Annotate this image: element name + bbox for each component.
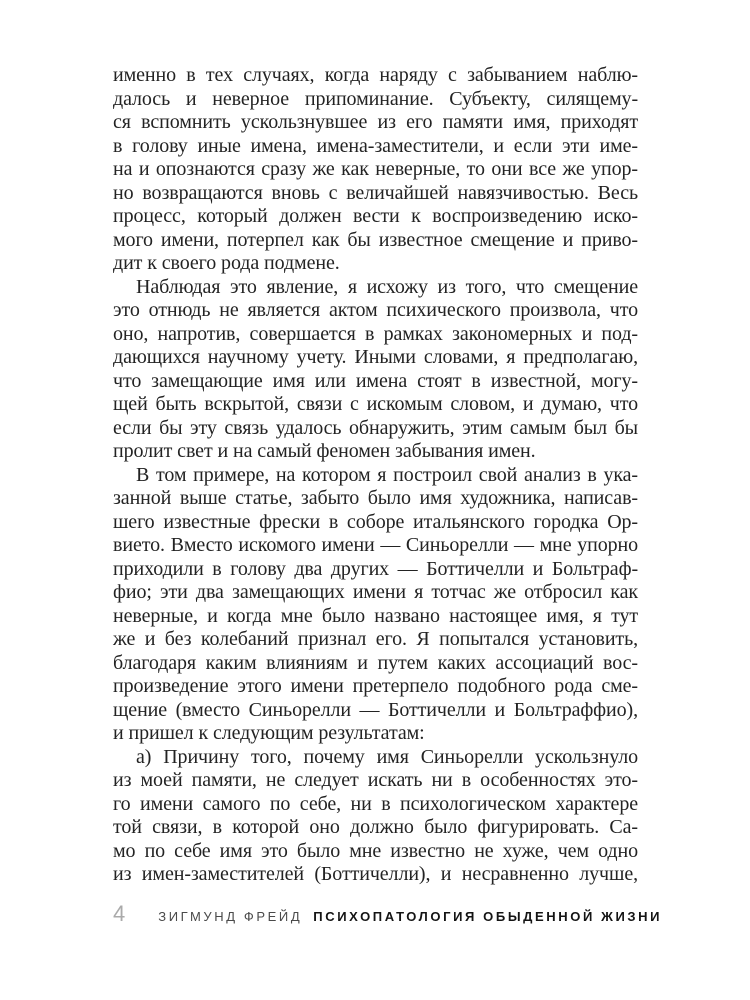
text-line: и пришел к следующим результатам: (113, 722, 425, 744)
text-line: щение (вместо Синьорелли — Боттичелли и Больтраффио), (113, 698, 638, 721)
text-line: но возвращаются вновь с величайшей навязчивостью. Весь (113, 181, 638, 204)
text-line: на и опознаются сразу же как неверные, то они все же упор- (113, 158, 638, 180)
text-line: а) Причину того, почему имя Синьорелли ускользнуло (136, 745, 638, 768)
text-line: именно в тех случаях, когда наряду с забыванием наблю- (113, 64, 638, 86)
text-line: Наблюдая это явление, я исхожу из того, что смещение (136, 275, 638, 298)
text-line: В том примере, на котором я построил свой анализ в ука- (136, 463, 638, 486)
text-line: мо по себе имя это было мне известно не хуже, чем одно (113, 839, 638, 862)
text-line: мого имени, потерпел как бы известное смещение и приво- (113, 228, 638, 251)
text-line: ся вспомнить ускользнувшее из его памяти имя, приходят (113, 111, 638, 133)
text-line: процесс, который должен вести к воспроизведению иско- (113, 205, 638, 227)
body-text (113, 64, 638, 887)
footer-book-title: ПСИХОПАТОЛОГИЯ ОБЫДЕННОЙ ЖИЗНИ (313, 909, 663, 924)
text-line: той связи, в которой оно должно было фигурировать. Са- (113, 816, 638, 838)
text-line: занной выше статье, забыто было имя художника, написав- (113, 487, 638, 509)
text-line: шего известные фрески в соборе итальянского городка Ор- (113, 510, 638, 533)
text-line: вието. Вместо искомого имени — Синьорелли — мне упорно (113, 534, 638, 556)
text-line: это отнюдь не является актом психического произвола, что (113, 299, 638, 321)
text-line: фио; эти два замещающих имени я тотчас же отбросил как (113, 581, 638, 603)
text-line: из моей памяти, не следует искать ни в особенностях это- (113, 769, 638, 791)
text-line: из имен-заместителей (Боттичелли), и несравненно лучше, (113, 863, 638, 885)
text-line: щей быть вскрытой, связи с искомым словом, и думаю, что (113, 393, 638, 415)
text-line: неверные, и когда мне было названо настоящее имя, я тут (113, 604, 638, 627)
text-line: приходили в голову два других — Боттичелли и Больтраф- (113, 557, 638, 580)
text-line: если бы эту связь удалось обнаружить, этим самым был бы (113, 416, 638, 439)
text-line: пролит свет и на самый феномен забывания имен. (113, 440, 536, 462)
text-line: произведение этого имени претерпело подобного рода сме- (113, 675, 638, 697)
text-line: дающихся научному учету. Иными словами, я предполагаю, (113, 346, 638, 368)
page-number: 4 (113, 901, 126, 926)
running-title (158, 909, 662, 924)
text-line: благодаря каким влияниям и путем каких ассоциаций вос- (113, 651, 638, 674)
text-line: оно, напротив, совершается в рамках закономерных и под- (113, 322, 638, 345)
text-line: далось и неверное припоминание. Субъекту, силящему- (113, 87, 638, 110)
text-line: в голову иные имена, имена-заместители, и если эти име- (113, 134, 638, 157)
text-line: дит к своего рода подмене. (113, 252, 340, 274)
text-line: го имени самого по себе, ни в психологическом характере (113, 792, 638, 815)
footer-author: ЗИГМУНД ФРЕЙД (158, 909, 303, 924)
text-line: что замещающие имя или имена стоят в известной, могу- (113, 369, 638, 392)
text-line: же и без колебаний признал его. Я попытался установить, (113, 628, 638, 650)
page-footer (113, 901, 690, 927)
